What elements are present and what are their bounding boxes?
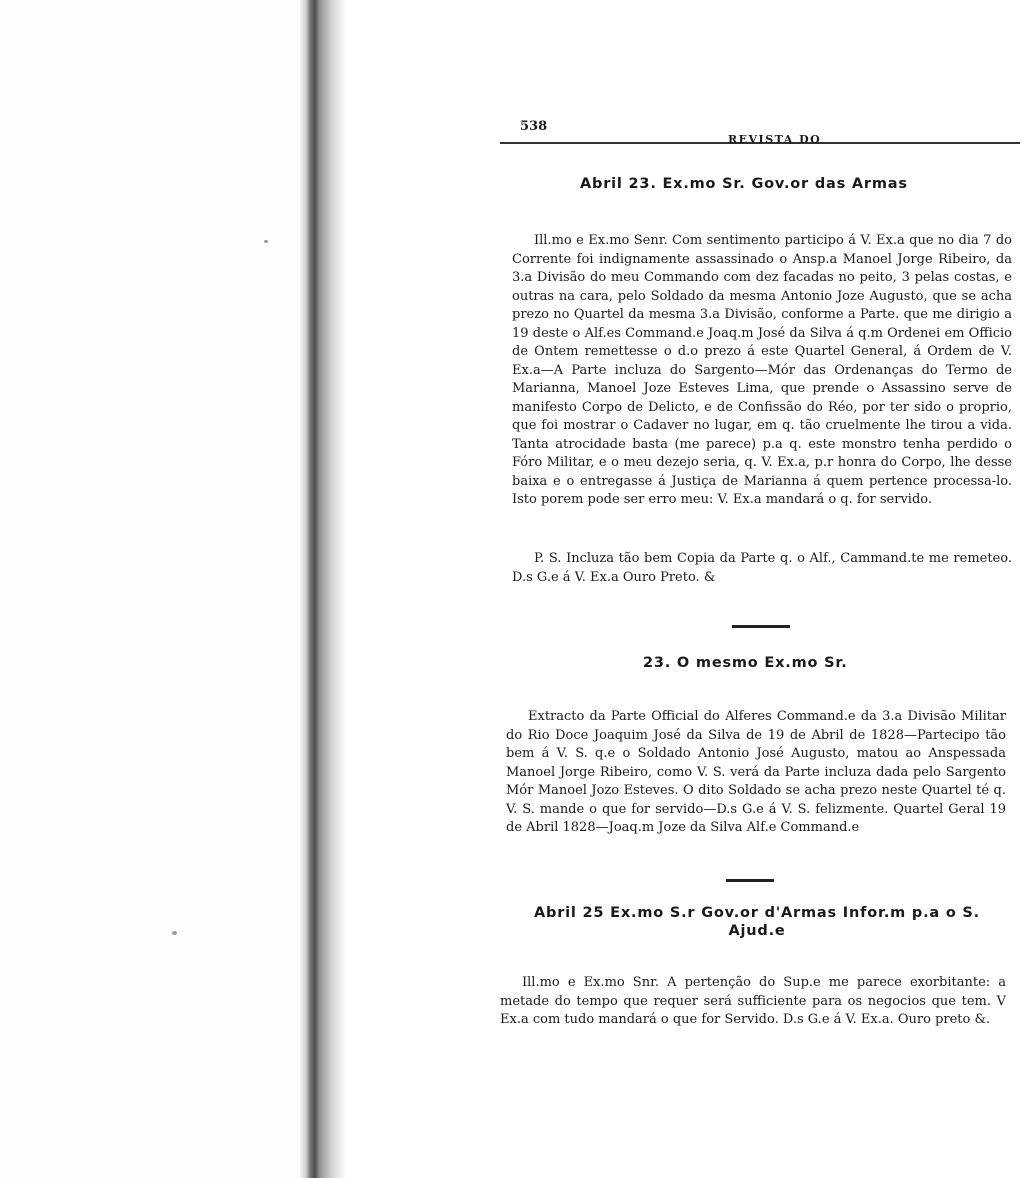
letter-paragraph: Ill.mo e Ex.mo Senr. Com sentimento participo á V. Ex.a que no dia 7 do Corrente foi indignamente assassinado o Ansp.a Manoel Jorge Ribeiro, da 3.a Divisão do meu Commando com dez facadas no peito, 3 pelas costas, e outras na cara, pelo Soldado da mesma Antonio Joze Augusto, que se acha prezo no Quartel da mesma 3.a Divisão, conforme a Parte. que me dirigio a 19 deste o Alf.es Command.e Joaq.m José da Silva á q.m Ordenei em Officio de Ontem remettesse o d.o prezo á este Quartel General, á Ordem de V. Ex.a—A Parte incluza do Sargento—Mór das Ordenanças do Termo de Marianna, Manoel Joze Esteves Lima, que prende o Assassino serve de manifesto Corpo de Delicto, e de Confissão do Réo, por ter sido o proprio, que foi mostrar o Cadaver no lugar, em q. tão cruelmente lhe tirou a vida. Tanta atrocidade basta (me parece) p.a q. este monstro tenha perdido o Fóro Militar, e o meu dezejo seria, q. V. Ex.a, p.r honra do Corpo, lhe desse baixa e o entregasse á Justiça de Marianna á quem pertence processa-lo. Isto porem pode ser erro meu: V. Ex.a mandará o q. for servido. bbox=[512, 233, 1012, 507]
letter-paragraph: Ill.mo e Ex.mo Snr. A pertenção do Sup.e me parece exorbitante: a metade do tempo que requer será sufficiente para os negocios que tem. V Ex.a com tudo mandará o que for Servido. D.s G.e á V. Ex.a. Ouro preto &. bbox=[500, 975, 1006, 1027]
book-page bbox=[500, 112, 1020, 1027]
facing-page bbox=[0, 0, 300, 1178]
extract-paragraph: Extracto da Parte Official do Alferes Command.e da 3.a Divisão Militar do Rio Doce Joaquim José da Silva de 19 de Abril de 1828—Partecipo tão bem á V. S. q.e o Soldado Antonio José Augusto, matou ao Anspessada Manoel Jorge Ribeiro, como V. S. verá da Parte incluza dada pelo Sargento Mór Manoel Jozo Esteves. O dito Soldado se acha prezo neste Quartel té q. V. S. mande o que for servido—D.s G.e á V. S. felizmente. Quartel Geral 19 de Abril 1828—Joaq.m Joze da Silva Alf.e Command.e bbox=[506, 709, 1006, 835]
entry-heading: Abril 25 Ex.mo S.r Gov.or d'Armas Infor.m p.a o S. Ajud.e bbox=[534, 905, 980, 939]
entry-heading: 23. O mesmo Ex.mo Sr. bbox=[643, 655, 848, 671]
entry-heading: Abril 23. Ex.mo Sr. Gov.or das Armas bbox=[580, 176, 908, 192]
section-divider bbox=[726, 879, 774, 882]
section-divider bbox=[732, 625, 790, 628]
page-number: 538 bbox=[520, 119, 548, 134]
running-head bbox=[500, 112, 1020, 144]
postscript-paragraph: P. S. Incluza tão bem Copia da Parte q. o Alf., Cammand.te me remeteo. D.s G.e á V. Ex.a Ouro Preto. & bbox=[512, 551, 1012, 585]
book-gutter bbox=[300, 0, 346, 1178]
speck-mark bbox=[264, 240, 268, 243]
speck-mark bbox=[172, 931, 177, 935]
journal-title: REVISTA DO bbox=[728, 133, 822, 146]
